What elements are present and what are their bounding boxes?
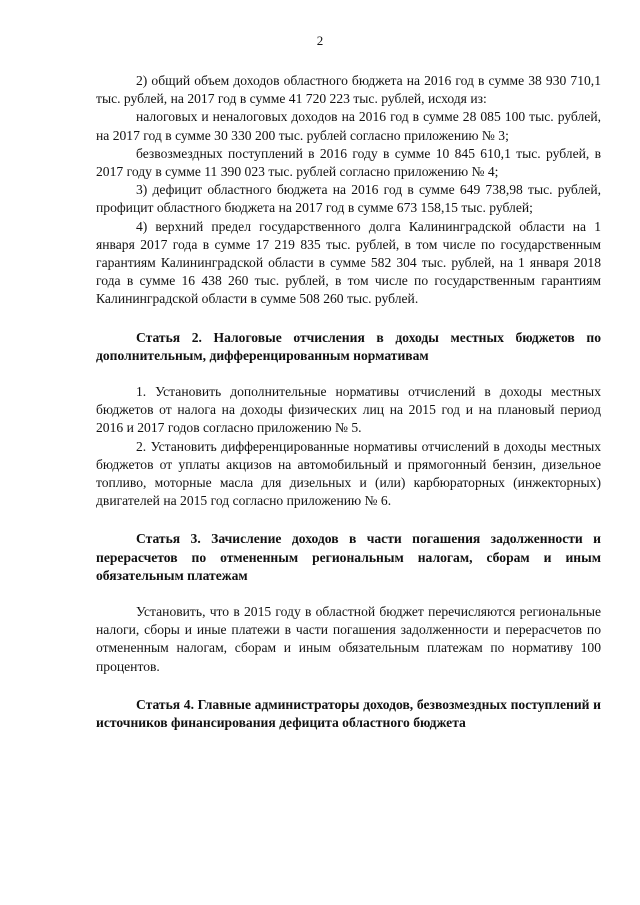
- article-3-paragraph-1: Установить, что в 2015 году в областной бюджет перечисляются региональные налоги, сборы и иные платежи в части погашения задолженности и перерасчетов по отмененным налогам, сборам и иным обязательным платежам по нормативу 100 процентов.: [96, 604, 601, 674]
- article-2-paragraph-1: 1. Установить дополнительные нормативы отчислений в доходы местных бюджетов от налога на доходы физических лиц на 2015 год и на плановый период 2016 и 2017 годов согласно приложению № 5.: [96, 384, 601, 436]
- item-tax-revenue: налоговых и неналоговых доходов на 2016 год в сумме 28 085 100 тыс. рублей, на 2017 год в сумме 30 330 200 тыс. рублей согласно приложению № 3;: [96, 109, 601, 143]
- page-number: 2: [316, 33, 324, 48]
- item-4-debt-limit: 4) верхний предел государственного долга Калининградской области на 1 января 2017 года в сумме 17 219 835 тыс. рублей, в том числе по государственным гарантиям Калининградской области в сумме 582 304 тыс. рублей, на 1 января 2018 года в сумме 16 438 260 тыс. рублей, в том числе по государственным гарантиям Калининградской области в сумме 508 260 тыс. рублей.: [96, 218, 601, 307]
- document-body: [96, 72, 601, 732]
- article-2-heading: Статья 2. Налоговые отчисления в доходы местных бюджетов по дополнительным, дифференцированным нормативам: [96, 329, 601, 363]
- article-4: [96, 696, 601, 732]
- article-3-heading: Статья 3. Зачисление доходов в части погашения задолженности и перерасчетов по отмененным региональным налогам, сборам и иным обязательным платежам: [96, 531, 601, 583]
- article-4-heading: Статья 4. Главные администраторы доходов, безвозмездных поступлений и источников финансирования дефицита областного бюджета: [96, 696, 601, 731]
- item-gratuitous-receipts: безвозмездных поступлений в 2016 году в сумме 10 845 610,1 тыс. рублей, в 2017 году в сумме 11 390 023 тыс. рублей согласно приложению № 4;: [96, 145, 601, 180]
- article-3: [96, 530, 601, 675]
- article-2: [96, 329, 601, 511]
- item-2-total-revenue: 2) общий объем доходов областного бюджета на 2016 год в сумме 38 930 710,1 тыс. рублей, на 2017 год в сумме 41 720 223 тыс. рублей, исходя из:: [96, 73, 601, 107]
- article-1-continuation: [96, 72, 601, 309]
- article-2-paragraph-2: 2. Установить дифференцированные нормативы отчислений в доходы местных бюджетов от уплаты акцизов на автомобильный и прямогонный бензин, дизельное топливо, моторные масла для дизельных и (или) карбюраторных (инжекторных) двигателей на 2015 год согласно приложению № 6.: [96, 438, 601, 509]
- item-3-deficit: 3) дефицит областного бюджета на 2016 год в сумме 649 738,98 тыс. рублей, профицит областного бюджета на 2017 год в сумме 673 158,15 тыс. рублей;: [96, 182, 601, 216]
